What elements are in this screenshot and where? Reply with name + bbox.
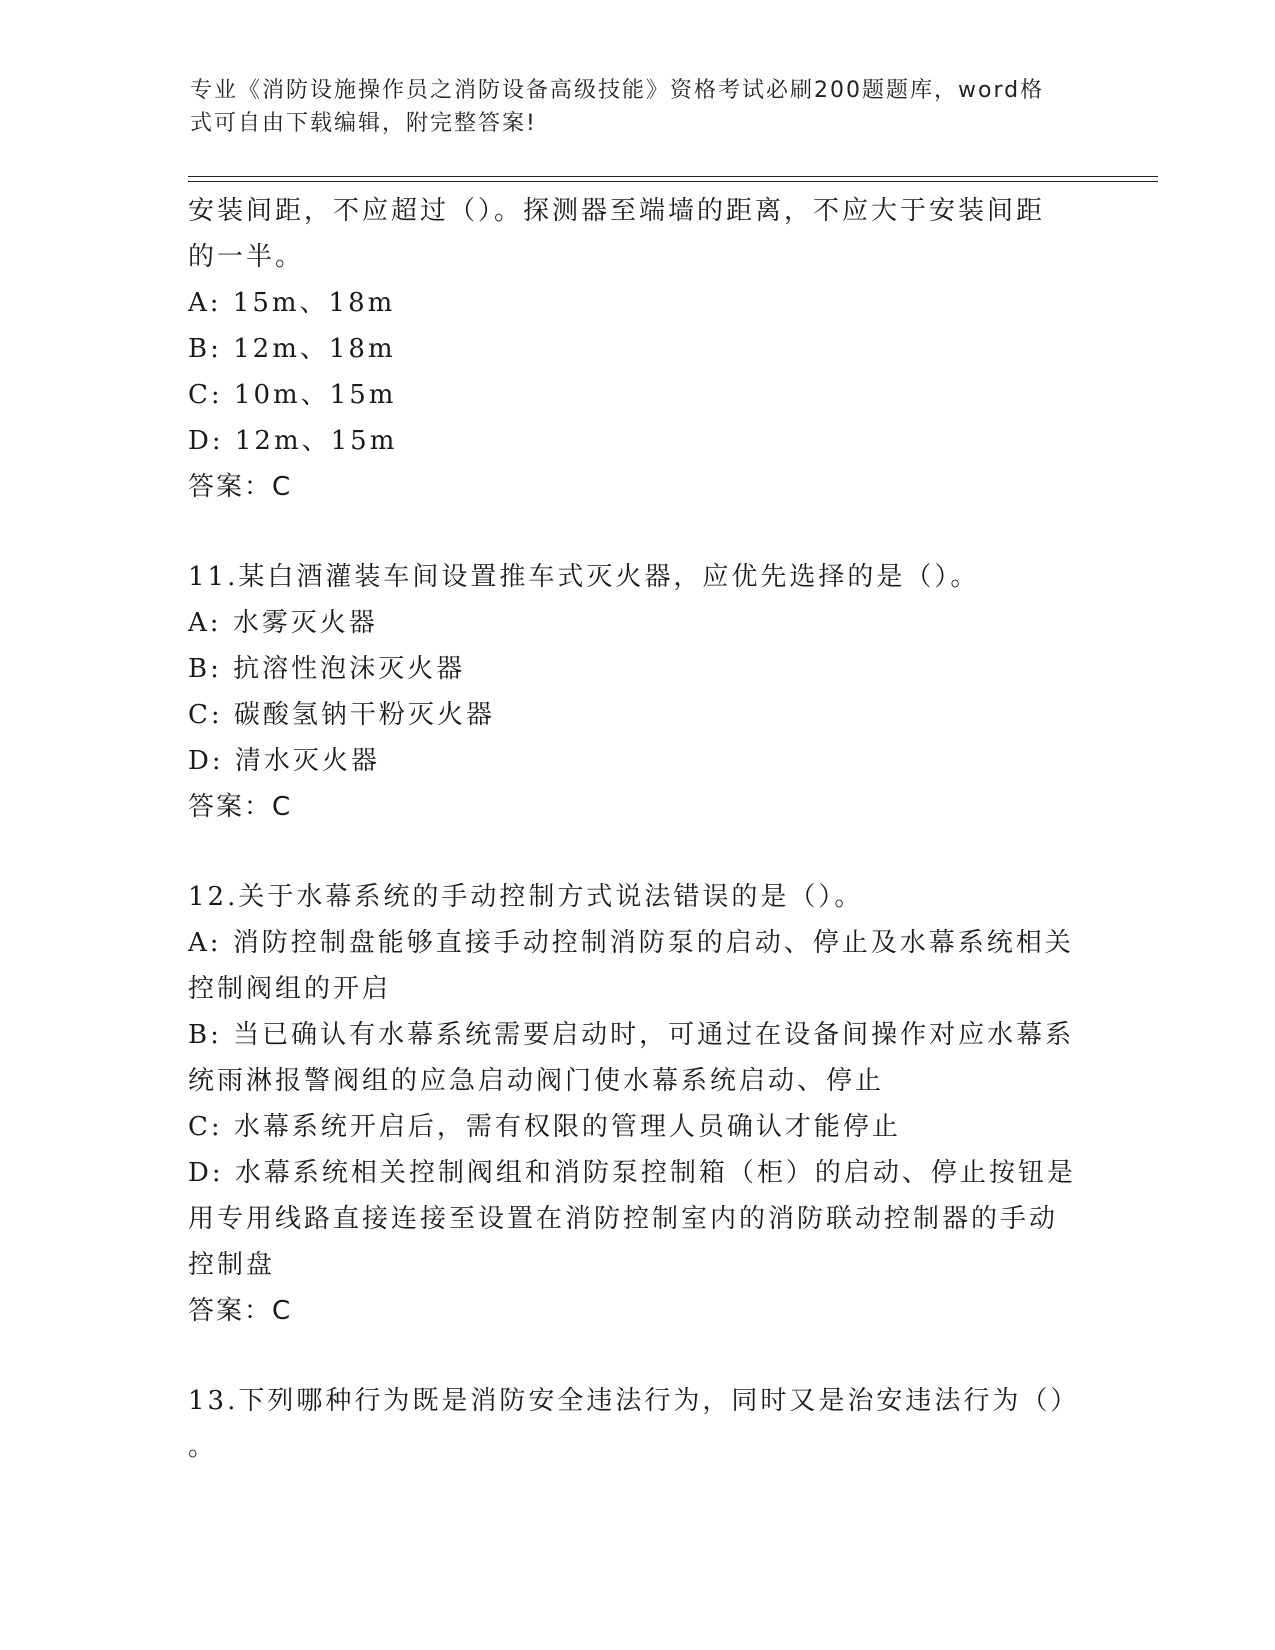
question-stem-continued: 。 [188,1432,218,1462]
option-d: D: 12m、15m [188,426,398,456]
option-c: C: 水幕系统开启后，需有权限的管理人员确认才能停止 [188,1112,901,1142]
option-d: D: 水幕系统相关控制阀组和消防泵控制箱（柜）的启动、停止按钮是 [188,1158,1076,1188]
header-rule-top [188,176,1158,177]
question-content [188,188,1088,1470]
answer-label: 答案：C [188,472,293,502]
question-11 [188,554,1088,830]
header-line-1: 专业《消防设施操作员之消防设备高级技能》资格考试必刷200题题库，word格 [190,78,1045,103]
spacer [188,510,1088,554]
option-d-continued: 用专用线路直接连接至设置在消防控制室内的消防联动控制器的手动 [188,1204,1059,1234]
answer-label: 答案：C [188,1296,293,1326]
option-a-continued: 控制阀组的开启 [188,974,392,1004]
spacer [188,1334,1088,1378]
option-b: B: 抗溶性泡沫灭火器 [188,654,466,684]
document-header [190,74,1080,140]
option-d-continued: 控制盘 [188,1250,276,1280]
option-a: A: 水雾灭火器 [188,608,378,638]
header-line-2: 式可自由下载编辑，附完整答案! [190,111,537,136]
option-b: B: 12m、18m [188,334,396,364]
question-stem: 13.下列哪种行为既是消防安全违法行为，同时又是治安违法行为（） [188,1386,1080,1416]
question-stem: 12.关于水幕系统的手动控制方式说法错误的是（）。 [188,882,864,912]
question-stem: 11.某白酒灌装车间设置推车式灭火器，应优先选择的是（）。 [188,562,980,592]
question-stem: 安装间距，不应超过（）。探测器至端墙的距离，不应大于安装间距 [188,196,1046,226]
spacer [188,830,1088,874]
option-c: C: 碳酸氢钠干粉灭火器 [188,700,495,730]
question-12 [188,874,1088,1334]
answer-label: 答案：C [188,792,293,822]
option-a: A: 消防控制盘能够直接手动控制消防泵的启动、停止及水幕系统相关 [188,928,1074,958]
option-a: A: 15m、18m [188,288,396,318]
option-b-continued: 统雨淋报警阀组的应急启动阀门使水幕系统启动、停止 [188,1066,885,1096]
option-b: B: 当已确认有水幕系统需要启动时，可通过在设备间操作对应水幕系 [188,1020,1075,1050]
option-d: D: 清水灭火器 [188,746,380,776]
header-rule-bottom [188,181,1158,182]
question-13 [188,1378,1088,1470]
question-stem: 的一半。 [188,242,305,272]
question-10 [188,188,1088,510]
option-c: C: 10m、15m [188,380,397,410]
